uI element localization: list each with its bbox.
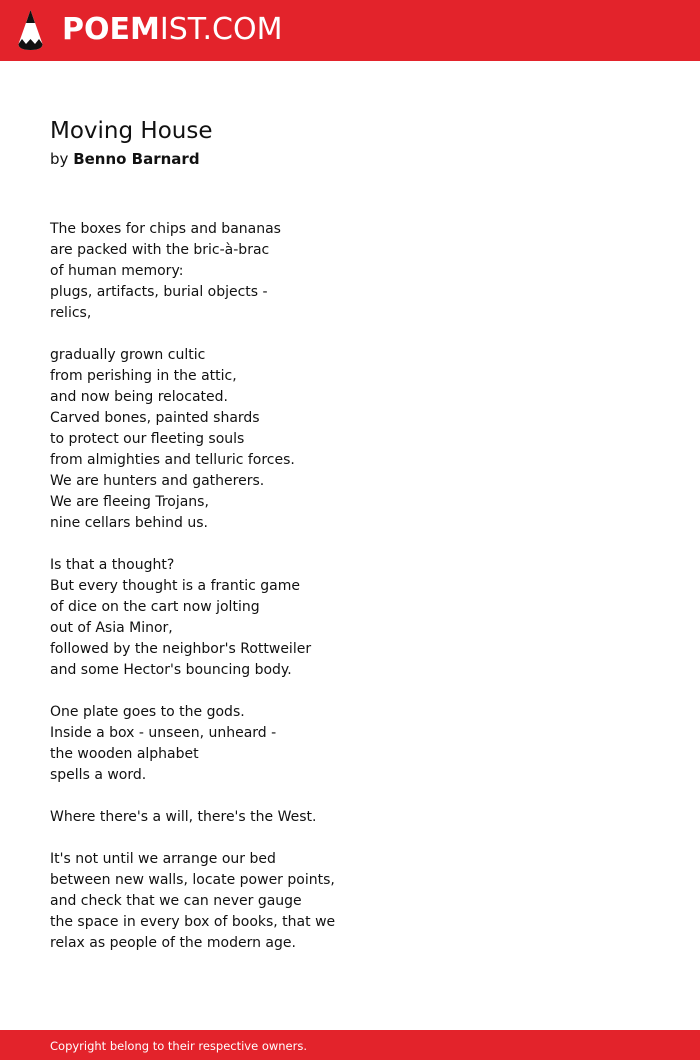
poem-line: gradually grown cultic	[50, 347, 206, 363]
poem-stanza	[50, 702, 650, 786]
poem-stanza	[50, 849, 650, 954]
poem-line: between new walls, locate power points,	[50, 872, 335, 888]
poem-stanza	[50, 345, 650, 534]
poem-line: from perishing in the attic,	[50, 368, 237, 384]
poem-line: to protect our fleeting souls	[50, 431, 245, 447]
by-label: by	[50, 150, 69, 168]
poem-line: and now being relocated.	[50, 389, 228, 405]
site-footer	[0, 1030, 700, 1060]
poem-line: the wooden alphabet	[50, 746, 199, 762]
poem-line: We are hunters and gatherers.	[50, 473, 265, 489]
poem-byline	[50, 148, 200, 170]
poem-line: out of Asia Minor,	[50, 620, 173, 636]
poem-line: The boxes for chips and bananas	[50, 221, 281, 237]
poem-line: plugs, artifacts, burial objects -	[50, 284, 268, 300]
poem-body	[50, 219, 650, 954]
site-header	[0, 0, 700, 61]
copyright-text: Copyright belong to their respective owners.	[50, 1039, 308, 1053]
pencil-tip-icon[interactable]	[17, 9, 44, 51]
poem-line: Where there's a will, there's the West.	[50, 809, 317, 825]
poem-line: Carved bones, painted shards	[50, 410, 260, 426]
poem-line: One plate goes to the gods.	[50, 704, 245, 720]
poem-line: relics,	[50, 305, 92, 321]
poem-line: It's not until we arrange our bed	[50, 851, 276, 867]
poem-line: of dice on the cart now jolting	[50, 599, 260, 615]
poem-author: Benno Barnard	[73, 150, 200, 168]
brand-strong: POEM	[62, 12, 160, 47]
poem-line: are packed with the bric-à-brac	[50, 242, 270, 258]
site-logo-text[interactable]	[62, 10, 282, 50]
stanza-break	[50, 786, 650, 807]
poem-stanza	[50, 555, 650, 681]
stanza-break	[50, 324, 650, 345]
brand-light: IST.COM	[159, 12, 283, 47]
stanza-break	[50, 534, 650, 555]
poem-line: Inside a box - unseen, unheard -	[50, 725, 277, 741]
poem-line: followed by the neighbor's Rottweiler	[50, 641, 312, 657]
poem-line: spells a word.	[50, 767, 147, 783]
poem-stanza	[50, 219, 650, 324]
poem-stanza	[50, 807, 650, 828]
poem-line: and some Hector's bouncing body.	[50, 662, 292, 678]
poem-line: nine cellars behind us.	[50, 515, 208, 531]
poem-title: Moving House	[50, 118, 213, 144]
poem-line: Is that a thought?	[50, 557, 175, 573]
stanza-break	[50, 828, 650, 849]
poem-line: relax as people of the modern age.	[50, 935, 296, 951]
poem-line: and check that we can never gauge	[50, 893, 302, 909]
poem-line: from almighties and telluric forces.	[50, 452, 295, 468]
poem-line: the space in every box of books, that we	[50, 914, 336, 930]
poem-line: But every thought is a frantic game	[50, 578, 300, 594]
poem-line: We are fleeing Trojans,	[50, 494, 209, 510]
stanza-break	[50, 681, 650, 702]
poem-line: of human memory:	[50, 263, 184, 279]
